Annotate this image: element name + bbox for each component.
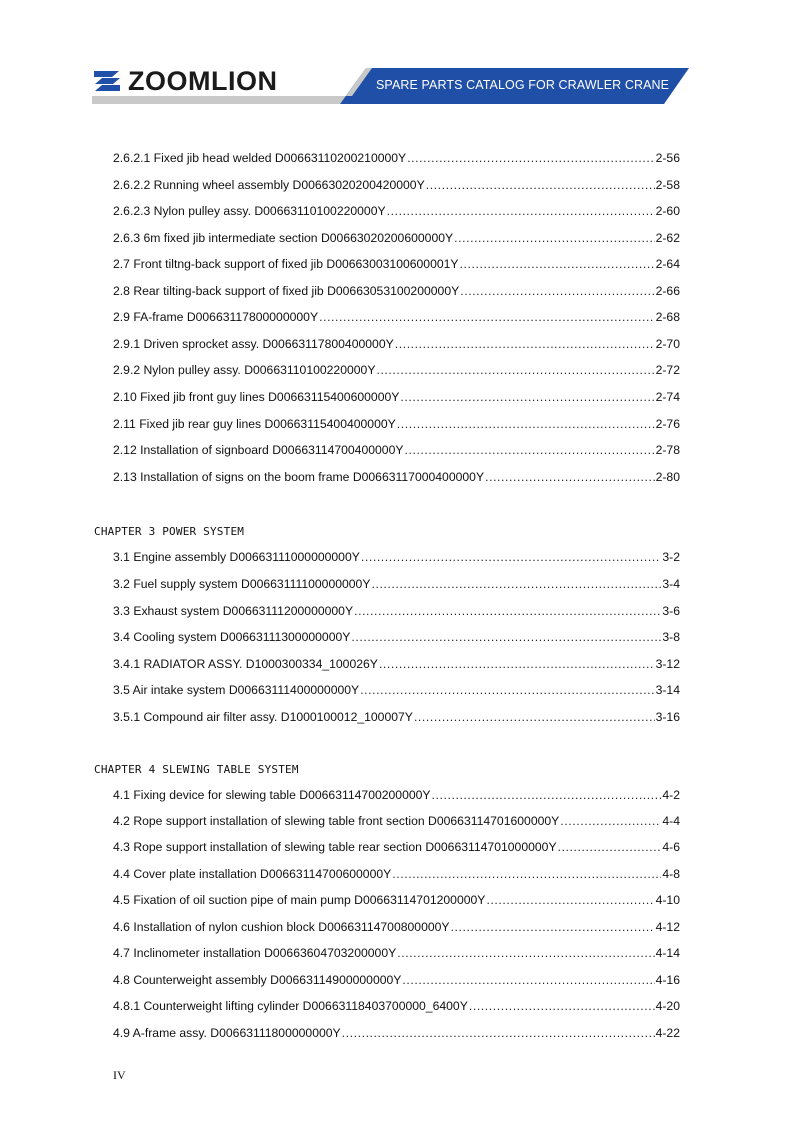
catalog-title: SPARE PARTS CATALOG FOR CRAWLER CRANE: [376, 78, 670, 92]
toc-entry[interactable]: 4.3 Rope support installation of slewing table rear section D00663114701000000Y ..... 4-6: [113, 839, 680, 855]
toc-entry[interactable]: 2.8 Rear tilting-back support of fixed jib D00663053100200000Y ..... 2-66: [113, 283, 680, 299]
toc-entry[interactable]: 3.5.1 Compound air filter assy. D1000100012_100007Y ..... 3-16: [113, 709, 680, 725]
toc-entry[interactable]: 2.6.2.1 Fixed jib head welded D00663110200210000Y ..... 2-56: [113, 150, 680, 166]
toc-entry[interactable]: 3.5 Air intake system D00663111400000000Y ..... 3-14: [113, 682, 680, 698]
toc-entry[interactable]: 2.13 Installation of signs on the boom frame D00663117000400000Y ..... 2-80: [113, 469, 680, 485]
page-header: [0, 0, 793, 120]
toc-entry[interactable]: 3.4.1 RADIATOR ASSY. D1000300334_100026Y ..... 3-12: [113, 656, 680, 672]
toc-entry[interactable]: 4.8 Counterweight assembly D00663114900000000Y ..... 4-16: [113, 972, 680, 988]
chapter-heading[interactable]: CHAPTER 4 SLEWING TABLE SYSTEM: [94, 763, 299, 776]
toc-entry[interactable]: 4.1 Fixing device for slewing table D00663114700200000Y ..... 4-2: [113, 787, 680, 803]
page-number: IV: [113, 1068, 126, 1082]
toc-entry[interactable]: 2.10 Fixed jib front guy lines D00663115400600000Y ..... 2-74: [113, 389, 680, 405]
header-gray-bar: [92, 96, 346, 104]
toc-entry[interactable]: 2.7 Front tiltng-back support of fixed jib D00663003100600001Y ..... 2-64: [113, 256, 680, 272]
header-banner: [0, 0, 793, 120]
toc-entry[interactable]: 4.9 A-frame assy. D00663111800000000Y ..... 4-22: [113, 1025, 680, 1041]
toc-entry[interactable]: 2.9 FA-frame D00663117800000000Y ..... 2-68: [113, 309, 680, 325]
toc-entry[interactable]: 2.6.2.2 Running wheel assembly D00663020200420000Y ..... 2-58: [113, 177, 680, 193]
toc-entry[interactable]: 3.2 Fuel supply system D00663111100000000Y ..... 3-4: [113, 576, 680, 592]
toc-entry[interactable]: 2.9.1 Driven sprocket assy. D00663117800400000Y ..... 2-70: [113, 336, 680, 352]
chapter-heading[interactable]: CHAPTER 3 POWER SYSTEM: [94, 525, 245, 538]
toc-entry[interactable]: 4.8.1 Counterweight lifting cylinder D00663118403700000_6400Y ..... 4-20: [113, 998, 680, 1014]
toc-entry[interactable]: 4.6 Installation of nylon cushion block D00663114700800000Y ..... 4-12: [113, 919, 680, 935]
toc-entry[interactable]: 4.4 Cover plate installation D00663114700600000Y ..... 4-8: [113, 866, 680, 882]
logo-text: ZOOMLION: [128, 65, 278, 96]
toc-entry[interactable]: 2.11 Fixed jib rear guy lines D00663115400400000Y ..... 2-76: [113, 416, 680, 432]
toc-entry[interactable]: 3.4 Cooling system D00663111300000000Y ..... 3-8: [113, 629, 680, 645]
zoomlion-logo-icon: [92, 68, 122, 94]
toc-entry[interactable]: 2.12 Installation of signboard D00663114700400000Y ..... 2-78: [113, 442, 680, 458]
toc-entry[interactable]: 2.6.3 6m fixed jib intermediate section D00663020200600000Y ..... 2-62: [113, 230, 680, 246]
toc-entry[interactable]: 2.9.2 Nylon pulley assy. D00663110100220000Y ..... 2-72: [113, 362, 680, 378]
toc-entry[interactable]: 4.2 Rope support installation of slewing table front section D00663114701600000Y ..... 4-4: [113, 813, 680, 829]
toc-entry[interactable]: 3.1 Engine assembly D00663111000000000Y ..... 3-2: [113, 549, 680, 565]
toc-entry[interactable]: 4.7 Inclinometer installation D00663604703200000Y ..... 4-14: [113, 945, 680, 961]
toc-entry[interactable]: 2.6.2.3 Nylon pulley assy. D00663110100220000Y ..... 2-60: [113, 203, 680, 219]
company-logo: [92, 66, 277, 96]
toc-entry[interactable]: 4.5 Fixation of oil suction pipe of main pump D00663114701200000Y ..... 4-10: [113, 892, 680, 908]
toc-entry[interactable]: 3.3 Exhaust system D00663111200000000Y ..... 3-6: [113, 603, 680, 619]
